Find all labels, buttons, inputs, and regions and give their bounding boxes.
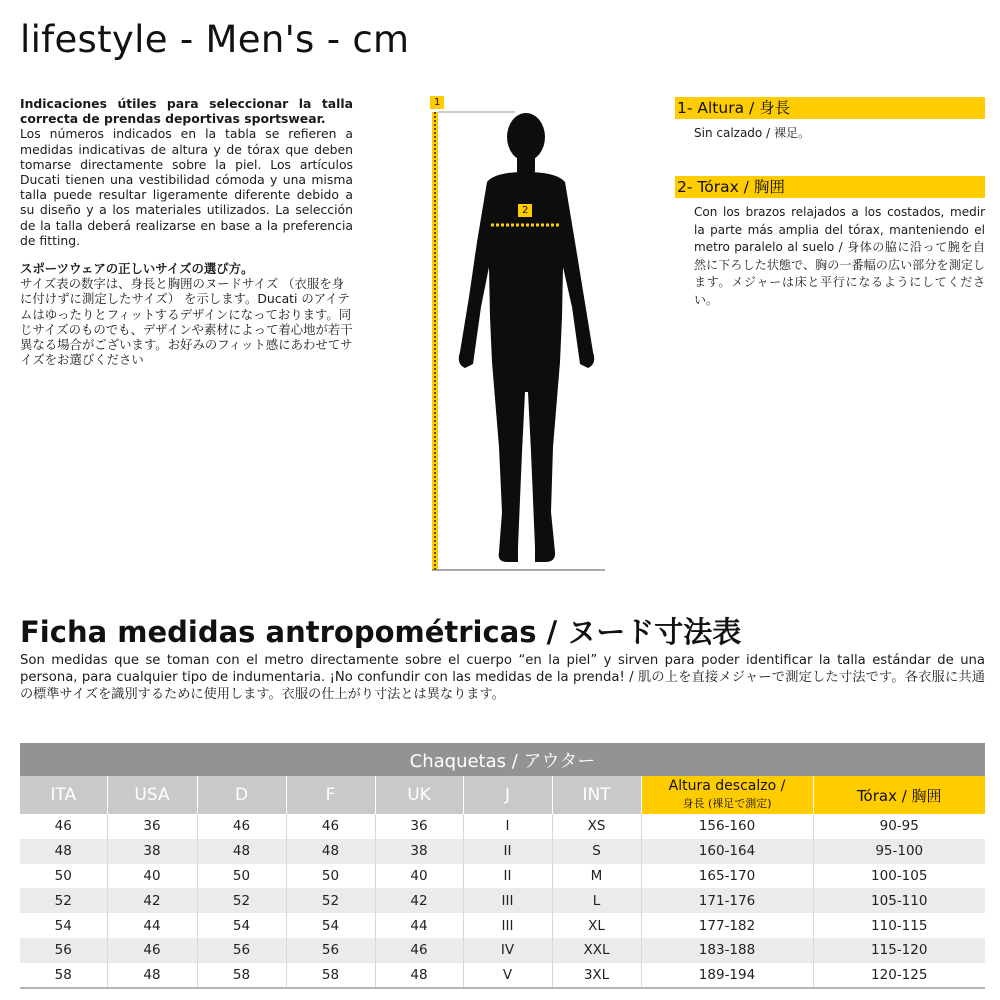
cell-ita: 50 [20,864,107,889]
cell-chest: 105-110 [813,888,985,913]
col-header-uk: UK [375,776,463,814]
cell-usa: 36 [107,814,197,839]
cell-j: III [463,888,552,913]
table-row [20,814,985,839]
cell-chest: 90-95 [879,818,919,835]
cell-height: 183-188 [641,938,813,963]
cell-int: L [552,888,641,913]
section-title: Ficha medidas antropométricas / ヌード寸法表 [20,615,742,649]
size-table [20,743,985,989]
page-title: lifestyle - Men's - cm [20,18,410,61]
body-figure [425,92,615,574]
chest-measure [675,176,985,309]
chest-title: 2- Tórax / 胸囲 [675,176,985,198]
cell-f: 46 [286,814,375,839]
table-row [20,864,985,889]
cell-usa: 38 [107,839,197,864]
cell-height: 160-164 [641,839,813,864]
table-row [20,938,985,963]
intro-es-body: Los números indicados en la tabla se refieren a medidas indicativas de altura y de tórax que deben tomarse directamente sobre la piel. Los artículos Ducati tienen una vestibilidad cómoda y una misma talla puede resultar ligeramente diferente debido a su diseño y a los materiales utilizados. La selección de la talla deberá realizarse en base a la preferencia de fitting. [20,126,353,248]
col-header-ita: ITA [20,776,107,814]
cell-d: 52 [197,888,286,913]
size-table-body [20,814,985,988]
cell-d: 50 [197,864,286,889]
intro-es-heading: Indicaciones útiles para seleccionar la talla correcta de prendas deportivas sportswear. [20,96,353,127]
cell-uk: 46 [375,938,463,963]
cell-uk: 44 [375,913,463,938]
cell-ita: 52 [20,888,107,913]
cell-uk: 40 [375,864,463,889]
height-description: Sin calzado / 裸足。 [694,126,810,140]
cell-chest: 95-100 [813,839,985,864]
cell-usa: 42 [107,888,197,913]
cell-int: 3XL [552,963,641,988]
cell-j: II [463,839,552,864]
cell-int: XS [552,814,641,839]
cell-int: XL [552,913,641,938]
cell-chest: 100-105 [871,867,928,884]
cell-height: 165-170 [641,864,813,889]
col-header-height [641,776,813,814]
table-banner: Chaquetas / アウター [20,743,985,776]
col-header-height-main: Altura descalzo / [668,778,786,794]
marker-height: 1 [434,97,441,108]
table-row [20,963,985,988]
cell-j: II [463,864,552,889]
col-header-height-sub: 身長 (裸足で測定) [682,797,772,810]
cell-chest: 110-115 [871,917,928,934]
cell-d: 48 [197,839,286,864]
cell-f: 50 [286,864,375,889]
cell-height: 171-176 [641,888,813,913]
cell-height: 189-194 [641,963,813,988]
cell-usa: 44 [107,913,197,938]
cell-ita: 58 [20,963,107,988]
cell-chest: 120-125 [813,963,985,988]
table-row [20,839,985,864]
col-header-chest: Tórax / 胸囲 [813,776,985,814]
cell-uk: 36 [375,814,463,839]
cell-f: 56 [286,938,375,963]
cell-uk: 38 [375,839,463,864]
cell-height: 156-160 [641,814,813,839]
cell-f: 54 [286,913,375,938]
cell-usa: 40 [107,864,197,889]
cell-d: 54 [197,913,286,938]
section-description: Son medidas que se toman con el metro directamente sobre el cuerpo “en la piel” y sirven para poder identificar la talla estándar de una persona, para cualquier tipo de indumentaria. ¡No confundir con las medidas de la prenda! / 肌の上を直接メジャーで測定した寸法です。各衣服に共通の標準サイズを識別するために使用します。衣服の仕上がり寸法とは異なります。 [20,653,985,702]
table-row [20,888,985,913]
col-header-f: F [286,776,375,814]
cell-usa: 46 [107,938,197,963]
cell-int: M [552,864,641,889]
cell-f: 52 [286,888,375,913]
cell-height: 177-182 [641,913,813,938]
col-header-j: J [463,776,552,814]
intro-text [20,96,353,367]
table-row [20,913,985,938]
height-title: 1- Altura / 身長 [675,97,985,119]
intro-jp-body: サイズ表の数字は、身長と胸囲のヌードサイズ （衣服を身に付けずに測定したサイズ） を示します。Ducati のアイテムはゆったりとフィットするデザインになっております。同じサイズのものでも、デザインや素材によって着心地が若干異なる場合がございます。お好みのフィット感にあわせてサイズをお選びください [20,276,353,368]
cell-f: 48 [286,839,375,864]
cell-j: V [463,963,552,988]
cell-ita: 54 [20,913,107,938]
cell-d: 46 [197,814,286,839]
cell-j: III [463,913,552,938]
col-header-d: D [197,776,286,814]
cell-uk: 42 [375,888,463,913]
cell-ita: 46 [20,814,107,839]
cell-j: I [463,814,552,839]
height-measure [675,97,985,143]
intro-jp-heading: スポーツウェアの正しいサイズの選び方。 [20,261,254,277]
cell-ita: 48 [20,839,107,864]
cell-f: 58 [286,963,375,988]
cell-usa: 48 [107,963,197,988]
cell-d: 58 [197,963,286,988]
marker-chest: 2 [522,205,529,216]
cell-d: 56 [197,938,286,963]
cell-int: S [552,839,641,864]
cell-chest: 115-120 [813,938,985,963]
cell-j: IV [463,938,552,963]
body-silhouette-icon [425,92,615,574]
col-header-int: INT [552,776,641,814]
cell-uk: 48 [375,963,463,988]
cell-int: XXL [552,938,641,963]
cell-ita: 56 [20,938,107,963]
col-header-usa: USA [107,776,197,814]
chest-description: Con los brazos relajados a los costados, medir la parte más amplia del tórax, manteniendo el metro paralelo al suelo / 身体の脇に沿って腕を自然に下ろした状態で、胸の一番幅の広い部分を測定します。メジャーは床と平行になるようにしてください。 [694,205,985,307]
